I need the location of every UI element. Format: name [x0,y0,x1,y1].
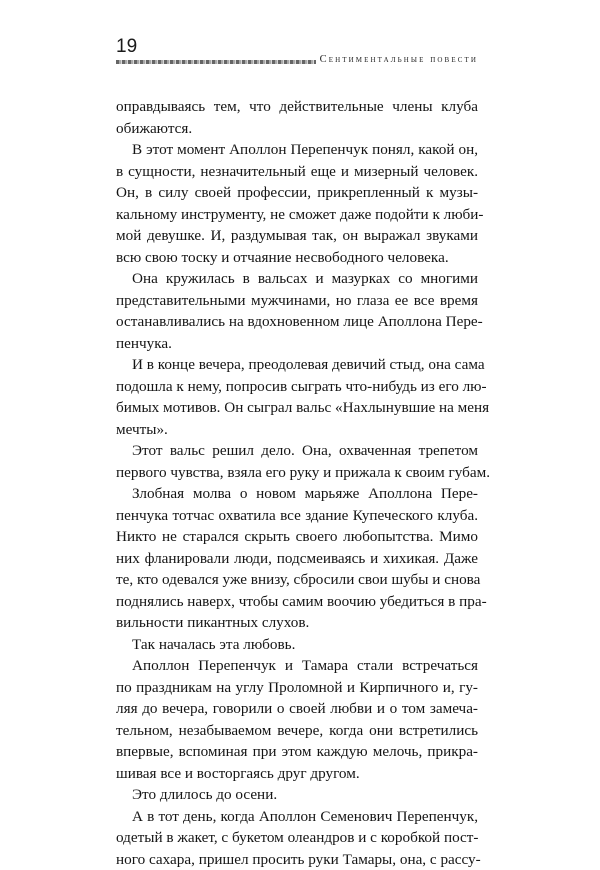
text-line: первого чувства, взяла его руку и прижала к своим губам. [116,462,478,484]
text-line: одетый в жакет, с букетом олеандров и с коробкой пост- [116,827,478,849]
text-line: пенчука тотчас охватила все здание Купеческого клуба. [116,505,478,527]
text-line: ного сахара, пришел просить руки Тамары, она, с рассу- [116,849,478,870]
text-line: В этот момент Аполлон Перепенчук понял, какой он, [116,139,478,161]
text-line: обижаются. [116,118,478,140]
text-line: тельном, незабываемом вечере, когда они встретились [116,720,478,742]
running-head [116,36,478,66]
body-text [116,96,478,870]
text-line: пенчука. [116,333,478,355]
text-line: мой девушке. И, раздумывая так, он выражал звуками [116,225,478,247]
text-line: Это длилось до осени. [116,784,478,806]
text-line: шивая все и восторгаясь друг другом. [116,763,478,785]
text-line: Она кружилась в вальсах и мазурках со многими [116,268,478,290]
text-line: Он, в силу своей профессии, прикрепленный к музы- [116,182,478,204]
text-line: всю свою тоску и отчаяние несвободного человека. [116,247,478,269]
text-line: И в конце вечера, преодолевая девичий стыд, она сама [116,354,478,376]
text-line: Аполлон Перепенчук и Тамара стали встречаться [116,655,478,677]
text-line: Злобная молва о новом марьяже Аполлона Пере- [116,483,478,505]
text-line: вильности пикантных слухов. [116,612,478,634]
page-number: 19 [116,36,137,58]
text-line: Так началась эта любовь. [116,634,478,656]
text-line: в сущности, незначительный еще и мизерный человек. [116,161,478,183]
text-line: Никто не старался скрыть своего любопытства. Мимо [116,526,478,548]
text-line: представительными мужчинами, но глаза ее все время [116,290,478,312]
text-line: поднялись наверх, чтобы самим воочию убедиться в пра- [116,591,478,613]
text-line: мечты». [116,419,478,441]
text-line: останавливались на вдохновенном лице Аполлона Пере- [116,311,478,333]
header-rule [116,60,316,64]
text-line: кальному инструменту, не сможет даже подойти к люби- [116,204,478,226]
text-line: А в тот день, когда Аполлон Семенович Перепенчук, [116,806,478,828]
text-line: ляя до вечера, говорили о своей любви и о том замеча- [116,698,478,720]
text-line: по праздникам на углу Проломной и Кирпичного и, гу- [116,677,478,699]
text-line: оправдываясь тем, что действительные члены клуба [116,96,478,118]
text-line: подошла к нему, попросив сыграть что-нибудь из его лю- [116,376,478,398]
text-line: них фланировали люди, подсмеиваясь и хихикая. Даже [116,548,478,570]
text-line: Этот вальс решил дело. Она, охваченная трепетом [116,440,478,462]
text-line: бимых мотивов. Он сыграл вальс «Нахлынувшие на меня [116,397,478,419]
book-title: Сентиментальные повести [320,54,478,65]
text-line: впервые, вспоминая при этом каждую мелочь, прикра- [116,741,478,763]
text-line: те, кто одевался уже внизу, сбросили свои шубы и снова [116,569,478,591]
